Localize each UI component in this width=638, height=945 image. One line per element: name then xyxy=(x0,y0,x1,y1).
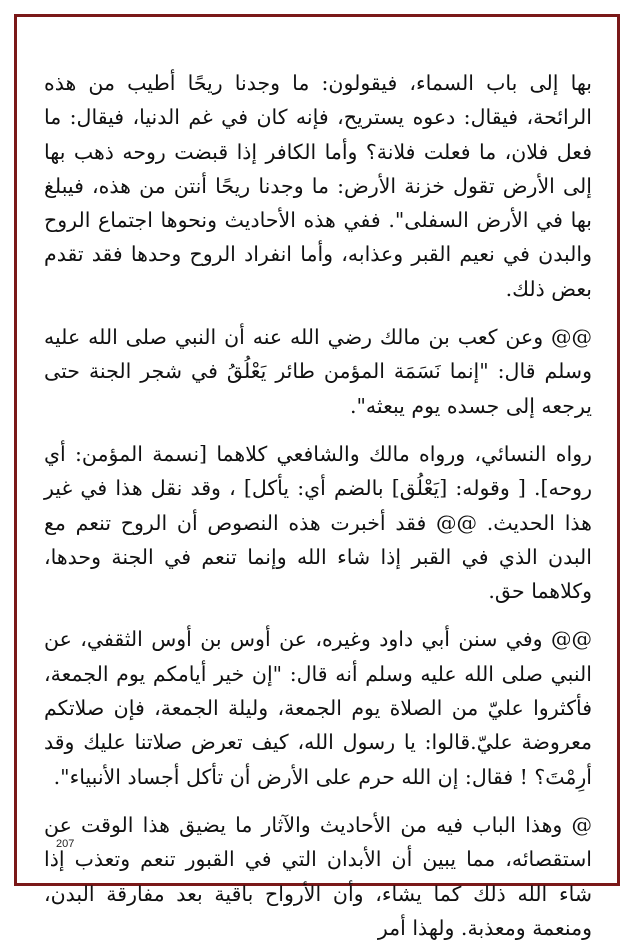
paragraph-gap xyxy=(44,423,592,437)
paragraph-5: @ وهذا الباب فيه من الأحاديث والآثار ما يضيق هذا الوقت عن استقصائه، مما يبين أن الأبدان التي في القبور تنعم وتعذب إذا شاء الله ذلك كما يشاء، وأن الأرواح باقية بعد مفارقة البدن، ومنعمة ومعذبة. ولهذا أمر xyxy=(44,812,593,940)
paragraph-2: @@ وعن كعب بن مالك رضي الله عنه أن النبي صلى الله عليه وسلم قال: "إنما نَسَمَة المؤمن طائر يَعْلُقُ في شجر الجنة حتى يرجعه إلى جسده يوم يبعثه". xyxy=(44,325,592,418)
page-number: 207 xyxy=(56,838,75,850)
paragraph-gap xyxy=(44,794,592,808)
paragraph-gap xyxy=(44,608,592,622)
paragraph-3: رواه النسائي، ورواه مالك والشافعي كلاهما [نسمة المؤمن: أي روحه]. [ وقوله: [يَعْلُق] بالضم أي: يأكل] ، وقد نقل هذا في غير هذا الحديث. @@ فقد أخبرت هذه النصوص أن الروح تنعم مع البدن الذي في القبر إذا شاء الله وإنما تنعم في الجنة وحدها، وكلاهما حق. xyxy=(44,441,592,604)
page-body xyxy=(44,66,592,945)
paragraph-1: بها إلى باب السماء، فيقولون: ما وجدنا ريحًا أطيب من هذه الرائحة، فيقال: دعوه يستريح، فإنه كان في غم الدنيا، فيقال: ما فعل فلان، ما فعلت فلانة؟ وأما الكافر إذا قبضت روحه ذهب بها إلى الأرض تقول خزنة الأرض: ما وجدنا ريحًا أنتن من هذه، فيبلغ بها في الأرض السفلى". ففي هذه الأحاديث ونحوها اجتماع الروح والبدن في نعيم القبر وعذابه، وأما انفراد الروح وحدها فقد تقدم بعض ذلك. xyxy=(44,71,592,301)
paragraph-gap xyxy=(44,306,592,320)
paragraph-4: @@ وفي سنن أبي داود وغيره، عن أوس بن أوس الثقفي، عن النبي صلى الله عليه وسلم أنه قال: "إن خير أيامكم يوم الجمعة، فأكثروا عليّ من الصلاة يوم الجمعة، وليلة الجمعة، فإن صلاتكم معروضة عليّ.قالوا: يا رسول الله، كيف تعرض صلاتنا عليك وقد أرِمْتَ؟ ! فقال: إن الله حرم على الأرض أن تأكل أجساد الأنبياء". xyxy=(44,627,592,789)
